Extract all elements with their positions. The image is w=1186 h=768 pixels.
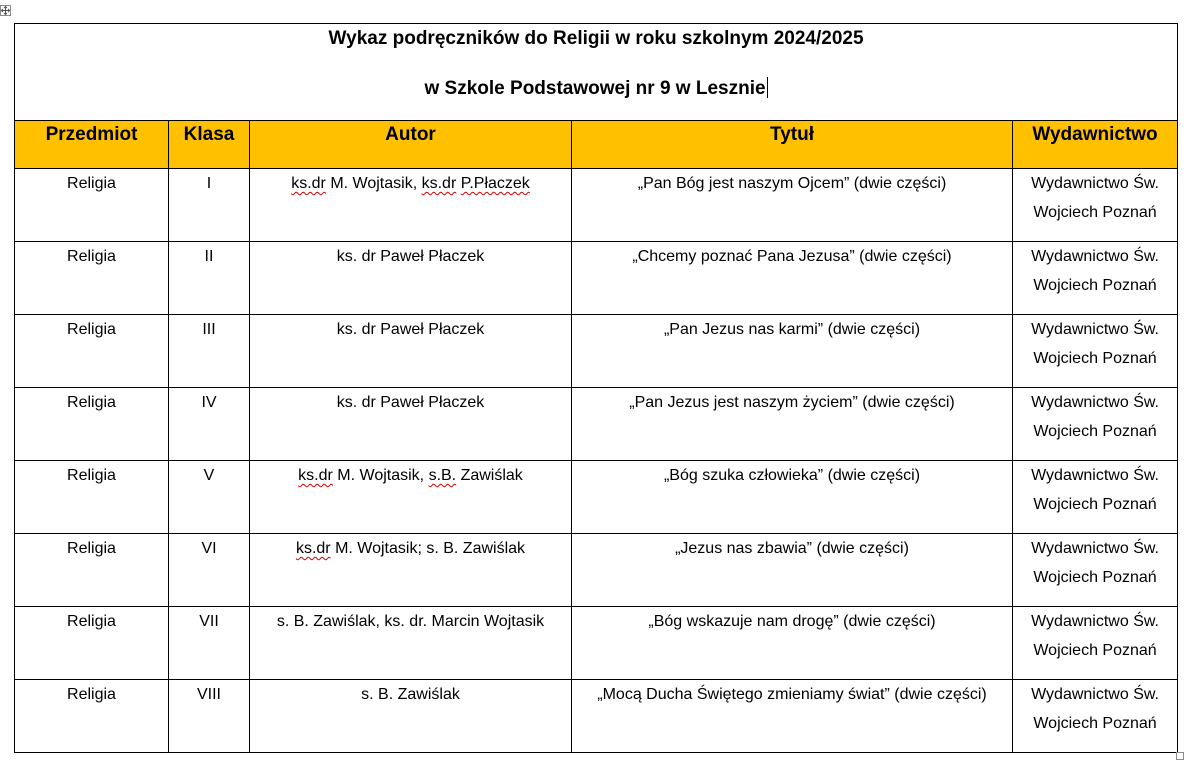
cell-title[interactable]: „Pan Bóg jest naszym Ojcem” (dwie części) bbox=[572, 169, 1013, 242]
cell-publisher[interactable] bbox=[1013, 607, 1178, 680]
cell-class[interactable]: V bbox=[169, 461, 250, 534]
publisher-line2: Wojciech Poznań bbox=[1033, 642, 1157, 659]
cell-publisher[interactable] bbox=[1013, 461, 1178, 534]
cell-subject[interactable]: Religia bbox=[15, 461, 169, 534]
table-row bbox=[15, 534, 1178, 607]
cell-class[interactable]: I bbox=[169, 169, 250, 242]
publisher-line1: Wydawnictwo Św. bbox=[1031, 540, 1159, 557]
cell-title[interactable]: „Bóg wskazuje nam drogę” (dwie części) bbox=[572, 607, 1013, 680]
cell-subject[interactable]: Religia bbox=[15, 534, 169, 607]
cell-publisher[interactable] bbox=[1013, 169, 1178, 242]
publisher-line2: Wojciech Poznań bbox=[1033, 350, 1157, 367]
table-row bbox=[15, 461, 1178, 534]
publisher-line1: Wydawnictwo Św. bbox=[1031, 686, 1159, 703]
title-row bbox=[15, 24, 1178, 121]
table-row bbox=[15, 315, 1178, 388]
cell-title[interactable]: „Jezus nas zbawia” (dwie części) bbox=[572, 534, 1013, 607]
cell-class[interactable]: VII bbox=[169, 607, 250, 680]
table-row bbox=[15, 169, 1178, 242]
four-arrows-move-icon bbox=[1, 6, 10, 15]
cell-author[interactable] bbox=[250, 169, 572, 242]
table-resize-handle-icon[interactable] bbox=[1176, 752, 1184, 760]
cell-class[interactable]: IV bbox=[169, 388, 250, 461]
publisher-line2: Wojciech Poznań bbox=[1033, 715, 1157, 732]
cell-subject[interactable]: Religia bbox=[15, 388, 169, 461]
publisher-line1: Wydawnictwo Św. bbox=[1031, 467, 1159, 484]
cell-class[interactable]: III bbox=[169, 315, 250, 388]
spellcheck-flagged-word: ks.dr bbox=[298, 467, 333, 484]
cell-title[interactable]: „Chcemy poznać Pana Jezusa” (dwie części) bbox=[572, 242, 1013, 315]
spellcheck-flagged-word: ks.dr bbox=[421, 175, 457, 192]
author-text: M. Wojtasik, bbox=[332, 467, 429, 484]
cell-subject[interactable]: Religia bbox=[15, 680, 169, 753]
cell-publisher[interactable] bbox=[1013, 242, 1178, 315]
cell-title[interactable]: „Bóg szuka człowieka” (dwie części) bbox=[572, 461, 1013, 534]
author-text: Zawiślak bbox=[456, 467, 523, 484]
publisher-line2: Wojciech Poznań bbox=[1033, 496, 1157, 513]
cell-publisher[interactable] bbox=[1013, 534, 1178, 607]
table-row bbox=[15, 607, 1178, 680]
cell-author[interactable] bbox=[250, 534, 572, 607]
document-title-line2-text: w Szkole Podstawowej nr 9 w Lesznie bbox=[424, 78, 766, 99]
cell-author[interactable]: ks. dr Paweł Płaczek bbox=[250, 242, 572, 315]
header-class[interactable]: Klasa bbox=[169, 121, 250, 169]
publisher-line2: Wojciech Poznań bbox=[1033, 569, 1157, 586]
spellcheck-flagged-word: ks.dr bbox=[291, 175, 326, 192]
cell-title[interactable]: „Pan Jezus nas karmi” (dwie części) bbox=[572, 315, 1013, 388]
cell-author[interactable]: s. B. Zawiślak, ks. dr. Marcin Wojtasik bbox=[250, 607, 572, 680]
document-title-line1: Wykaz podręczników do Religii w roku szkolnym 2024/2025 bbox=[328, 28, 864, 49]
author-text: M. Wojtasik; s. B. Zawiślak bbox=[330, 540, 526, 557]
cell-subject[interactable]: Religia bbox=[15, 169, 169, 242]
publisher-line1: Wydawnictwo Św. bbox=[1031, 613, 1159, 630]
cell-subject[interactable]: Religia bbox=[15, 315, 169, 388]
header-subject[interactable]: Przedmiot bbox=[15, 121, 169, 169]
cell-title[interactable]: „Pan Jezus jest naszym życiem” (dwie części) bbox=[572, 388, 1013, 461]
table-row bbox=[15, 242, 1178, 315]
text-cursor bbox=[767, 77, 768, 98]
cell-author[interactable] bbox=[250, 461, 572, 534]
spellcheck-flagged-word: ks.dr bbox=[295, 540, 331, 557]
publisher-line1: Wydawnictwo Św. bbox=[1031, 394, 1159, 411]
cell-class[interactable]: II bbox=[169, 242, 250, 315]
publisher-line1: Wydawnictwo Św. bbox=[1031, 175, 1159, 192]
spellcheck-flagged-word: s.B. bbox=[428, 467, 457, 484]
publisher-line2: Wojciech Poznań bbox=[1033, 423, 1157, 440]
cell-author[interactable]: ks. dr Paweł Płaczek bbox=[250, 388, 572, 461]
document-title-line2 bbox=[15, 51, 1177, 101]
spellcheck-flagged-word: P.Płaczek bbox=[460, 175, 530, 192]
cell-author[interactable]: ks. dr Paweł Płaczek bbox=[250, 315, 572, 388]
header-title[interactable]: Tytuł bbox=[572, 121, 1013, 169]
textbook-table bbox=[14, 23, 1178, 753]
publisher-line2: Wojciech Poznań bbox=[1033, 277, 1157, 294]
publisher-line1: Wydawnictwo Św. bbox=[1031, 248, 1159, 265]
cell-title[interactable]: „Mocą Ducha Świętego zmieniamy świat” (dwie części) bbox=[572, 680, 1013, 753]
cell-publisher[interactable] bbox=[1013, 315, 1178, 388]
cell-subject[interactable]: Religia bbox=[15, 242, 169, 315]
cell-class[interactable]: VIII bbox=[169, 680, 250, 753]
header-publisher[interactable]: Wydawnictwo bbox=[1013, 121, 1178, 169]
header-author[interactable]: Autor bbox=[250, 121, 572, 169]
publisher-line1: Wydawnictwo Św. bbox=[1031, 321, 1159, 338]
title-cell[interactable] bbox=[15, 24, 1178, 121]
cell-publisher[interactable] bbox=[1013, 388, 1178, 461]
author-text: M. Wojtasik, bbox=[325, 175, 422, 192]
cell-class[interactable]: VI bbox=[169, 534, 250, 607]
table-row bbox=[15, 388, 1178, 461]
cell-subject[interactable]: Religia bbox=[15, 607, 169, 680]
publisher-line2: Wojciech Poznań bbox=[1033, 204, 1157, 221]
table-row bbox=[15, 680, 1178, 753]
cell-publisher[interactable] bbox=[1013, 680, 1178, 753]
header-row bbox=[15, 121, 1178, 169]
table-move-handle-icon[interactable] bbox=[0, 5, 11, 16]
cell-author[interactable]: s. B. Zawiślak bbox=[250, 680, 572, 753]
